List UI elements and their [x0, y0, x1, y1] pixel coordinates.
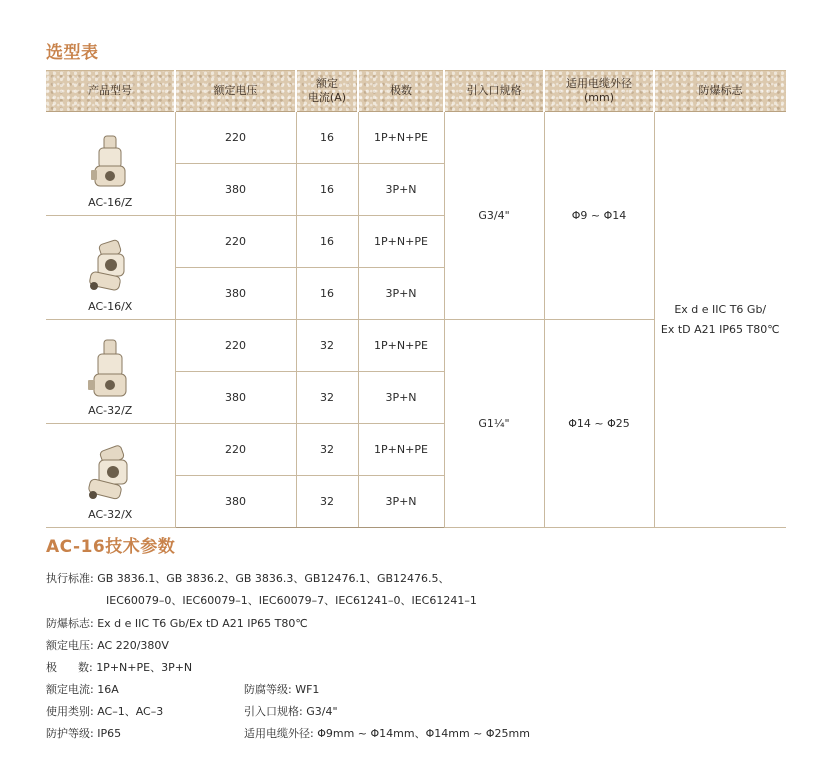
param-current [46, 681, 119, 697]
plug-angled-icon [83, 444, 137, 504]
header-model: 产品型号 [46, 71, 175, 112]
table-header-row [46, 71, 786, 112]
current-cell: 32 [296, 320, 358, 372]
voltage-cell: 380 [175, 372, 296, 424]
voltage-cell: 380 [175, 164, 296, 216]
param-category [46, 703, 163, 719]
current-cell: 16 [296, 164, 358, 216]
current-cell: 16 [296, 112, 358, 164]
param-value: Φ9mm ~ Φ14mm、Φ14mm ~ Φ25mm [317, 727, 530, 740]
param-cable [244, 725, 530, 741]
param-poles [46, 659, 192, 675]
header-cable-line1: 适用电缆外径 [566, 77, 632, 90]
model-cell [46, 424, 175, 528]
poles-cell: 3P+N [358, 268, 444, 320]
param-protection [46, 725, 121, 741]
header-cable [544, 71, 654, 112]
poles-cell: 1P+N+PE [358, 424, 444, 476]
param-label: 适用电缆外径: [244, 727, 314, 740]
poles-cell: 3P+N [358, 476, 444, 528]
tech-params-title: AC-16技术参数 [46, 537, 176, 557]
model-name: AC-32/X [88, 508, 133, 521]
param-standard [46, 570, 450, 586]
model-name: AC-32/Z [88, 404, 133, 417]
poles-cell: 1P+N+PE [358, 112, 444, 164]
param-value: WF1 [295, 683, 320, 696]
model-name: AC-16/Z [88, 196, 133, 209]
param-value: G3/4" [306, 705, 338, 718]
voltage-cell: 220 [175, 424, 296, 476]
param-label: 额定电流: [46, 683, 94, 696]
plug-straight-icon [85, 338, 135, 400]
plug-straight-icon [87, 134, 133, 192]
table-row [46, 112, 786, 164]
header-current-line2: 电流(A) [307, 91, 347, 104]
model-cell [46, 112, 175, 216]
voltage-cell: 380 [175, 476, 296, 528]
model-cell [46, 216, 175, 320]
param-inlet [244, 703, 338, 719]
param-label: 额定电压: [46, 639, 94, 652]
voltage-cell: 220 [175, 112, 296, 164]
header-current [296, 71, 358, 112]
param-ex-mark [46, 615, 308, 631]
param-value: GB 3836.1、GB 3836.2、GB 3836.3、GB12476.1、GB12476.5、 [97, 572, 450, 585]
header-current-line1: 额定 [316, 77, 338, 90]
inlet-cell: G3/4" [444, 112, 544, 320]
selection-table [46, 70, 786, 528]
current-cell: 32 [296, 424, 358, 476]
param-value: Ex d e IIC T6 Gb/Ex tD A21 IP65 T80℃ [97, 617, 308, 630]
model-cell [46, 320, 175, 424]
param-value: AC 220/380V [97, 639, 169, 652]
param-voltage [46, 637, 169, 653]
inlet-cell: G1¼" [444, 320, 544, 528]
current-cell: 32 [296, 476, 358, 528]
voltage-cell: 220 [175, 216, 296, 268]
plug-angled-icon [84, 238, 136, 296]
cable-cell: Φ9 ~ Φ14 [544, 112, 654, 320]
poles-cell: 3P+N [358, 164, 444, 216]
model-name: AC-16/X [88, 300, 133, 313]
current-cell: 16 [296, 216, 358, 268]
param-label: 防爆标志: [46, 617, 94, 630]
param-label: 防护等级: [46, 727, 94, 740]
poles-cell: 3P+N [358, 372, 444, 424]
header-voltage: 额定电压 [175, 71, 296, 112]
selection-table-title: 选型表 [46, 43, 99, 63]
header-cable-line2: (mm) [583, 91, 614, 104]
header-inlet: 引入口规格 [444, 71, 544, 112]
current-cell: 16 [296, 268, 358, 320]
poles-cell: 1P+N+PE [358, 320, 444, 372]
ex-mark-line2: Ex tD A21 IP65 T80℃ [660, 322, 780, 336]
current-cell: 32 [296, 372, 358, 424]
voltage-cell: 380 [175, 268, 296, 320]
ex-mark-cell [654, 112, 786, 528]
param-corrosion [244, 681, 319, 697]
poles-cell: 1P+N+PE [358, 216, 444, 268]
header-poles: 极数 [358, 71, 444, 112]
param-label: 极 数: [46, 661, 93, 674]
param-label: 执行标准: [46, 572, 94, 585]
param-value: 1P+N+PE、3P+N [96, 661, 193, 674]
cable-cell: Φ14 ~ Φ25 [544, 320, 654, 528]
param-value: IP65 [97, 727, 122, 740]
param-label: 引入口规格: [244, 705, 303, 718]
param-value: 16A [97, 683, 119, 696]
voltage-cell: 220 [175, 320, 296, 372]
param-label: 使用类别: [46, 705, 94, 718]
param-value: IEC60079–0、IEC60079–1、IEC60079–7、IEC61241–0、IEC61241–1 [106, 594, 477, 607]
param-standard-cont [106, 592, 477, 608]
param-value: AC–1、AC–3 [97, 705, 164, 718]
ex-mark-line1: Ex d e IIC T6 Gb/ [674, 302, 767, 316]
param-label: 防腐等级: [244, 683, 292, 696]
header-ex-mark: 防爆标志 [654, 71, 786, 112]
